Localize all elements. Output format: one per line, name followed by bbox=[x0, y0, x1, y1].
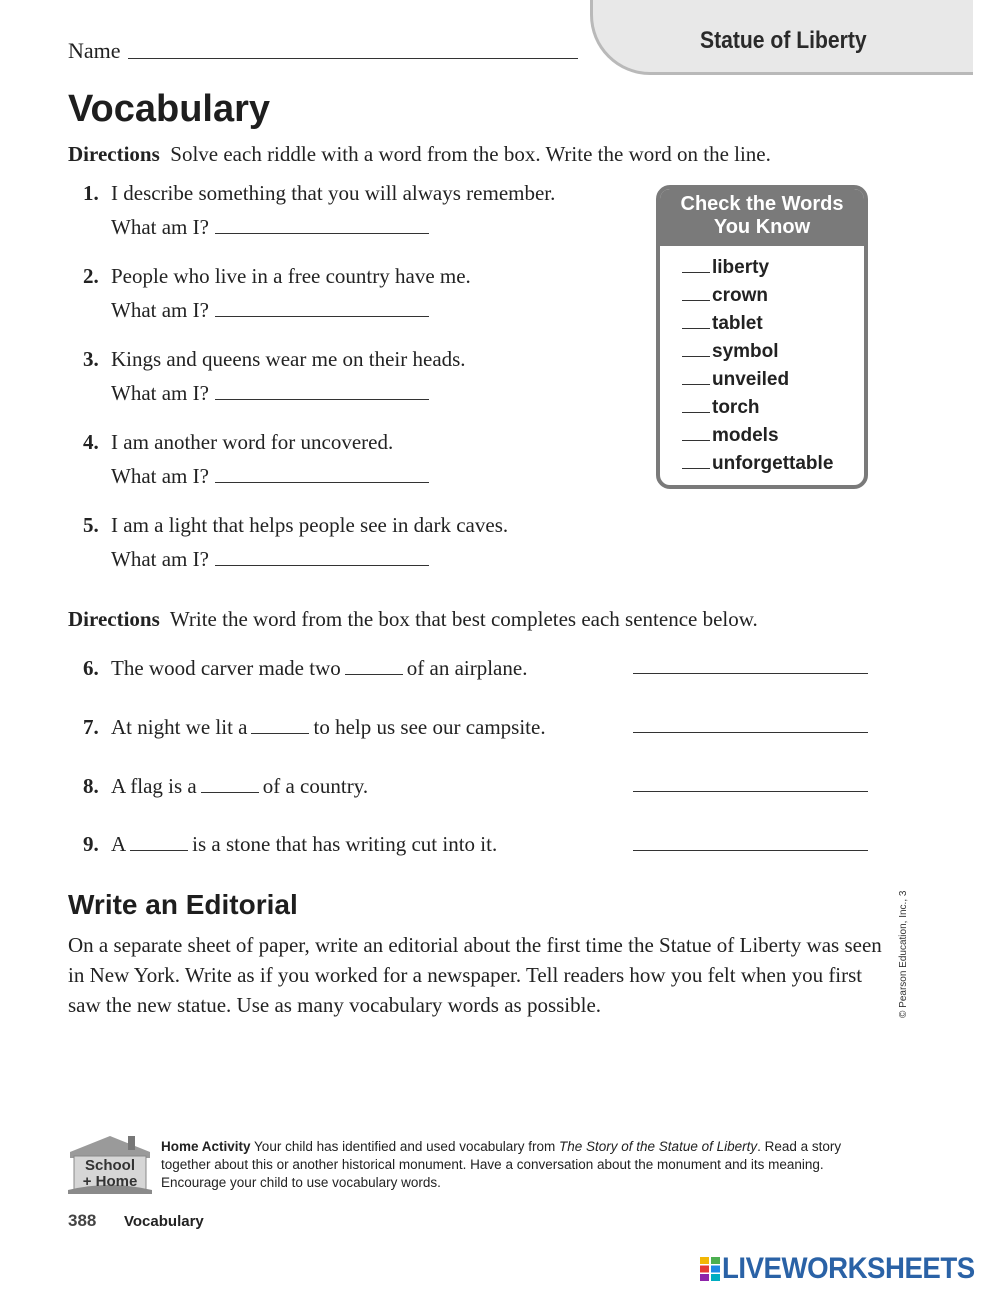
word-check-line[interactable] bbox=[682, 328, 710, 329]
sentence-blank bbox=[201, 792, 259, 793]
sentence-answer-line[interactable] bbox=[633, 673, 868, 674]
riddle-answer-row bbox=[111, 547, 429, 572]
riddle-item bbox=[83, 347, 466, 372]
sentence-item bbox=[83, 832, 497, 857]
riddle-answer-line[interactable] bbox=[215, 316, 429, 317]
directions-riddles bbox=[68, 142, 771, 167]
word-label: torch bbox=[712, 397, 760, 418]
sentence-number: 9. bbox=[83, 832, 99, 856]
sentence-answer-line[interactable] bbox=[633, 850, 868, 851]
sentence-after: of an airplane. bbox=[406, 656, 528, 680]
riddle-answer-line[interactable] bbox=[215, 565, 429, 566]
name-input-line[interactable] bbox=[128, 58, 578, 59]
sentence-number: 6. bbox=[83, 656, 99, 680]
word-check-line[interactable] bbox=[682, 300, 710, 301]
riddle-item bbox=[83, 264, 471, 289]
sentence-blank bbox=[345, 674, 403, 675]
directions-text: Solve each riddle with a word from the box. Write the word on the line. bbox=[170, 142, 771, 166]
editorial-heading: Write an Editorial bbox=[68, 889, 298, 920]
riddle-item bbox=[83, 513, 508, 538]
sentence-number: 8. bbox=[83, 774, 99, 798]
page-number: 388 bbox=[68, 1211, 97, 1230]
home-activity-label: Home Activity bbox=[161, 1139, 251, 1154]
riddle-answer-row bbox=[111, 464, 429, 489]
sentence-before: A flag is a bbox=[111, 774, 197, 798]
riddle-number: 3. bbox=[83, 347, 99, 371]
riddle-number: 5. bbox=[83, 513, 99, 537]
home-activity-text bbox=[161, 1138, 871, 1192]
riddle-answer-line[interactable] bbox=[215, 482, 429, 483]
word-box-title bbox=[660, 189, 864, 246]
sentence-blank bbox=[251, 733, 309, 734]
logo-roof bbox=[70, 1136, 150, 1158]
sentence-blank bbox=[130, 850, 188, 851]
sentence-before: A bbox=[111, 832, 127, 856]
sentence-after: to help us see our campsite. bbox=[313, 715, 546, 739]
riddle-answer-line[interactable] bbox=[215, 399, 429, 400]
riddle-text: Kings and queens wear me on their heads. bbox=[111, 347, 466, 371]
word-box-item bbox=[682, 453, 833, 475]
liveworksheets-brand[interactable]: LIVEWORKSHEETS bbox=[722, 1252, 975, 1285]
riddle-answer-row bbox=[111, 298, 429, 323]
riddle-text: I describe something that you will always remember. bbox=[111, 181, 556, 205]
sentence-before: At night we lit a bbox=[111, 715, 248, 739]
word-box-title-line: Check the Words bbox=[680, 193, 844, 215]
word-box-item bbox=[682, 397, 760, 419]
word-check-line[interactable] bbox=[682, 272, 710, 273]
footer-label: Vocabulary bbox=[124, 1213, 204, 1230]
word-label: crown bbox=[712, 285, 768, 306]
riddle-item bbox=[83, 181, 555, 206]
liveworksheets-logo-icon bbox=[700, 1257, 720, 1281]
word-box-item bbox=[682, 341, 779, 363]
word-label: unveiled bbox=[712, 369, 790, 390]
word-label: tablet bbox=[712, 313, 763, 334]
riddle-question: What am I? bbox=[111, 298, 209, 322]
directions-label: Directions bbox=[68, 142, 160, 166]
riddle-question: What am I? bbox=[111, 547, 209, 571]
word-check-line[interactable] bbox=[682, 384, 710, 385]
word-box-item bbox=[682, 313, 763, 335]
word-label: unforgettable bbox=[712, 453, 834, 474]
home-activity-book-title: The Story of the Statue of Liberty bbox=[559, 1139, 758, 1154]
directions-text: Write the word from the box that best completes each sentence below. bbox=[169, 607, 758, 631]
home-activity-intro: Your child has identified and used vocabulary from bbox=[254, 1139, 556, 1154]
word-check-line[interactable] bbox=[682, 356, 710, 357]
riddle-number: 4. bbox=[83, 430, 99, 454]
word-box-item bbox=[682, 369, 789, 391]
word-box-item bbox=[682, 425, 779, 447]
riddle-answer-row bbox=[111, 381, 429, 406]
sentence-before: The wood carver made two bbox=[111, 656, 341, 680]
riddle-number: 2. bbox=[83, 264, 99, 288]
word-box-title-line: You Know bbox=[713, 216, 811, 238]
riddle-text: I am another word for uncovered. bbox=[111, 430, 394, 454]
directions-sentences bbox=[68, 607, 758, 632]
home-activity-body: . Read a story together about this or another historical monument. Have a conversation about the monument and its meaning. Encourage your child to use vocabulary words. bbox=[161, 1139, 842, 1190]
sentence-after: of a country. bbox=[262, 774, 369, 798]
sentence-number: 7. bbox=[83, 715, 99, 739]
riddle-text: People who live in a free country have me. bbox=[111, 264, 471, 288]
sentence-answer-line[interactable] bbox=[633, 732, 868, 733]
word-box bbox=[656, 185, 868, 489]
logo-text: School bbox=[84, 1157, 136, 1174]
logo-text: + Home bbox=[82, 1173, 138, 1190]
name-label: Name bbox=[68, 38, 121, 63]
header-tab-title: Statue of Liberty bbox=[700, 27, 867, 54]
directions-label: Directions bbox=[68, 607, 160, 631]
sentence-item bbox=[83, 656, 527, 681]
school-home-logo bbox=[66, 1132, 154, 1194]
sentence-item bbox=[83, 774, 368, 799]
riddle-answer-row bbox=[111, 215, 429, 240]
riddle-text: I am a light that helps people see in dark caves. bbox=[111, 513, 509, 537]
logo-chimney bbox=[128, 1136, 135, 1150]
sentence-answer-line[interactable] bbox=[633, 791, 868, 792]
copyright-text: © Pearson Education, Inc., 3 bbox=[898, 890, 909, 1018]
word-label: models bbox=[712, 425, 779, 446]
page-title: Vocabulary bbox=[68, 88, 271, 130]
riddle-question: What am I? bbox=[111, 215, 209, 239]
word-check-line[interactable] bbox=[682, 468, 710, 469]
riddle-number: 1. bbox=[83, 181, 99, 205]
riddle-answer-line[interactable] bbox=[215, 233, 429, 234]
word-label: liberty bbox=[712, 257, 770, 278]
word-label: symbol bbox=[712, 341, 779, 362]
word-check-line[interactable] bbox=[682, 440, 710, 441]
riddle-question: What am I? bbox=[111, 464, 209, 488]
word-box-item bbox=[682, 257, 769, 279]
sentence-item bbox=[83, 715, 546, 740]
riddle-item bbox=[83, 430, 393, 455]
sentence-after: is a stone that has writing cut into it. bbox=[192, 832, 498, 856]
word-box-item bbox=[682, 285, 768, 307]
word-check-line[interactable] bbox=[682, 412, 710, 413]
editorial-text: On a separate sheet of paper, write an editorial about the first time the Statue of Liberty was seen in New York. Write as if you worked for a newspaper. Tell readers how you felt when you first saw the new statue. Use as many vocabulary words as possible. bbox=[68, 933, 882, 1017]
riddle-question: What am I? bbox=[111, 381, 209, 405]
